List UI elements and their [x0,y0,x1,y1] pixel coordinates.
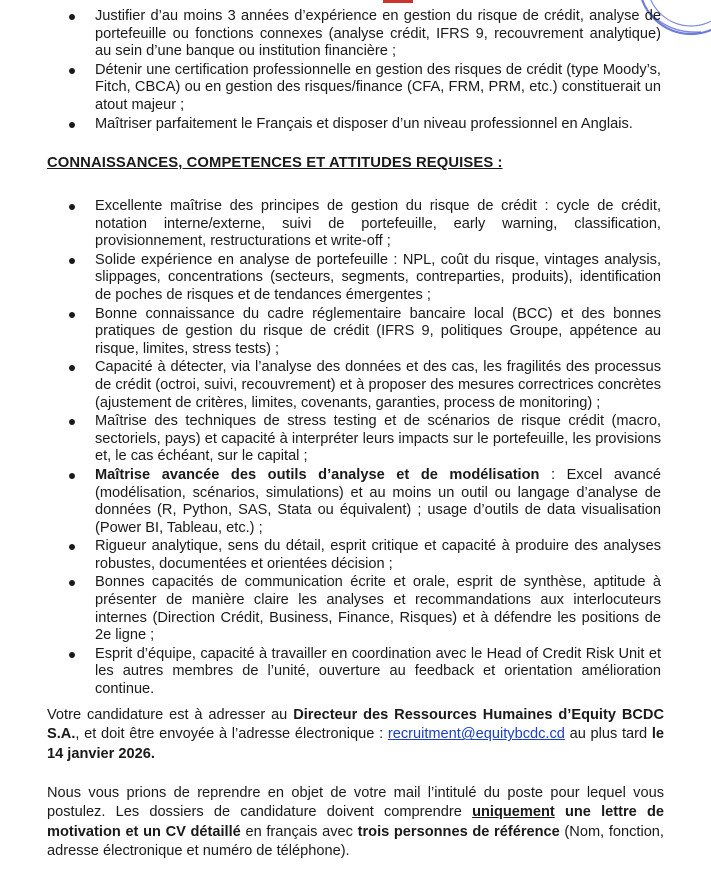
top-requirements-list [0,8,711,133]
bullet-icon [69,419,75,425]
list-item [0,646,711,699]
text: au plus tard [564,726,652,743]
text: (Nom, fonction, adresse électronique et numéro de téléphone). [47,823,664,860]
bullet-icon [69,365,75,371]
required-documents: une lettre de motivation et un CV détaillé [47,804,664,840]
list-item-text: Bonnes capacités de communication écrite et orale, esprit de synthèse, aptitude à présenter de manière claire les analyses et recommandations aux interlocuteurs internes (Direction Crédit, Business, Finance, Risques) et à défendre les positions de 2e ligne ; [95,574,661,644]
list-item [0,413,711,466]
list-item-text: Maîtriser parfaitement le Français et disposer d’un niveau professionnel en Anglais. [95,115,633,132]
list-item [0,467,711,537]
application-paragraph [47,706,664,764]
bullet-icon [69,122,75,128]
text: Votre candidature est à adresser au [47,707,294,723]
emphasis-only: uniquement [472,804,555,821]
list-item-text: Bonne connaissance du cadre réglementaire bancaire local (BCC) et des bonnes pratiques de gestion du risque de crédit (IFRS 9, politiques Groupe, appétence au risque, limites, stress tests) ; [95,305,661,357]
email-link[interactable]: recruitment@equitybcdc.cd [387,726,565,743]
bullet-icon [69,652,75,658]
text: , et doit être envoyée à l’adresse électronique : [75,726,388,743]
bullet-icon [69,258,75,264]
list-item-text: Rigueur analytique, sens du détail, esprit critique et capacité à produire des analyses robustes, documentées et orientées décision ; [95,538,661,572]
references-requirement: trois personnes de référence [357,823,560,840]
bullet-icon [69,473,75,479]
list-item-text: Solide expérience en analyse de portefeuille : NPL, coût du risque, vintages analysis, slippages, concentrations (secteurs, segments, contreparties, produits), identification de poches de risques et de tendances émergentes ; [95,251,661,303]
list-item-bold-text: Maîtrise avancée des outils d’analyse et de modélisation [95,466,540,483]
text: en français avec [240,823,358,840]
bullet-icon [69,312,75,318]
text: Nous vous prions de reprendre en objet de votre mail l’intitulé du poste pour lequel vous postulez. Les dossiers de candidature doivent comprendre [47,785,664,821]
list-item-text: Capacité à détecter, via l’analyse des données et des cas, les fragilités des processus de crédit (octroi, suivi, recouvrement) et à proposer des mesures correctrices concrètes (ajustement de critères, limites, covenants, garanties, process de monitoring) ; [95,359,661,411]
list-item [0,574,711,644]
deadline-date: le 14 janvier 2026. [47,726,665,762]
list-item [0,198,711,251]
header-tab-mark [383,0,413,3]
bullet-icon [69,544,75,550]
bullet-icon [69,68,75,74]
list-item [0,62,711,115]
section-heading: CONNAISSANCES, COMPETENCES ET ATTITUDES REQUISES : [47,155,503,171]
list-item [0,359,711,412]
list-item-text: Détenir une certification professionnelle en gestion des risques de crédit (type Moody’s, Fitch, CBCA) ou en gestion des risques/finance (CFA, FRM, PRM, etc.) constituerait un atout majeur ; [95,61,661,113]
recipient-name: Directeur des Ressources Humaines d’Equity BCDC S.A. [47,707,664,743]
list-item-text: Esprit d’équipe, capacité à travailler en coordination avec le Head of Credit Risk Unit et les autres membres de l’unité, ouverture au feedback et orientation amélioration continue. [95,645,661,698]
list-item [0,252,711,305]
bullet-icon [69,204,75,210]
list-item [0,8,711,61]
skills-list [0,198,711,699]
list-item [0,538,711,573]
list-item-text: Justifier d’au moins 3 années d’expérience en gestion du risque de crédit, analyse de portefeuille ou fonctions connexes (analyse crédit, IFRS 9, recouvrement analytique) au sein d’une banque ou institution financière ; [95,8,661,60]
instructions-paragraph [47,784,664,862]
bullet-icon [69,14,75,20]
bullet-icon [69,580,75,586]
list-item-text: : Excel avancé (modélisation, scénarios, simulations) et au moins un outil ou langage d’analyse de données (R, Python, SAS, Stata ou équivalent) ; usage d’outils de data visualisation (Power BI, Tableau, etc.) ; [95,466,662,536]
list-item [0,116,711,134]
list-item-text: Maîtrise des techniques de stress testing et de scénarios de risque crédit (macro, sectoriels, pays) et capacité à interpréter leurs impacts sur le portefeuille, les provisions et, le cas échéant, sur le capital ; [95,413,661,465]
list-item [0,306,711,359]
list-item-text: Excellente maîtrise des principes de gestion du risque de crédit : cycle de crédit, notation interne/externe, suivi de portefeuille, early warning, classification, provisionnement, restructurations et write-off ; [95,198,661,250]
